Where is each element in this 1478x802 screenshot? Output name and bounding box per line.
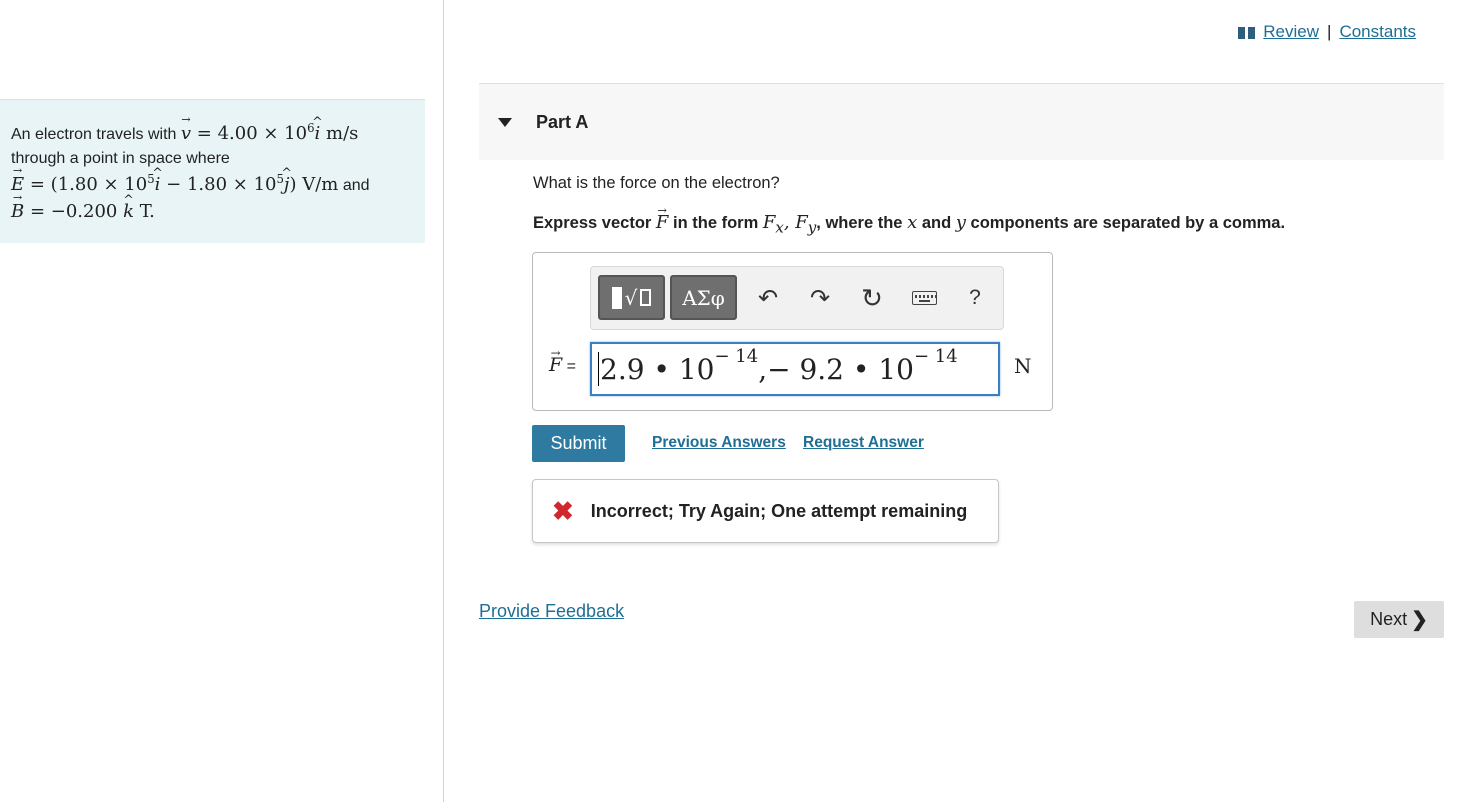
undo-icon[interactable]: ↶: [757, 284, 779, 312]
chevron-right-icon: ❯: [1411, 609, 1428, 631]
answer-unit: N: [1014, 354, 1032, 378]
problem-statement: [0, 99, 425, 243]
problem-line-2: through a point in space where: [11, 150, 230, 167]
previous-answers-link[interactable]: Previous Answers: [652, 434, 786, 451]
next-label: Next: [1370, 609, 1408, 629]
part-header: [479, 84, 1444, 160]
top-links: [1238, 22, 1416, 42]
template-block-icon: [612, 287, 622, 309]
request-answer-link[interactable]: Request Answer: [803, 434, 924, 451]
problem-line-1: An electron travels with → $v = 4.00 \times 10^6\^{}$ i m/s: [11, 120, 414, 147]
problem-line-3: → $E = (1.80 \times 10^5\^{}$ $i - 1.80 \times 10^5\^{}$ j) V/m and: [11, 171, 414, 198]
b-symbol: → B: [11, 198, 24, 225]
greek-symbols-button[interactable]: ΑΣφ: [670, 275, 737, 320]
root-icon: √: [624, 285, 638, 310]
column-divider: [443, 0, 444, 802]
problem-line-4: → B = −0.200 ^ k T.: [11, 198, 414, 225]
constants-link[interactable]: Constants: [1339, 22, 1416, 41]
collapse-caret-icon[interactable]: [498, 118, 512, 127]
provide-feedback-link[interactable]: Provide Feedback: [479, 601, 625, 621]
v-symbol: → v: [181, 120, 191, 147]
templates-button[interactable]: [598, 275, 665, 320]
part-title: Part A: [536, 111, 589, 132]
link-separator: |: [1327, 22, 1332, 41]
math-toolbar: [590, 266, 1004, 330]
book-icon: [1238, 27, 1255, 39]
keyboard-icon[interactable]: [907, 281, 941, 315]
error-x-icon: ✖: [552, 496, 574, 526]
question-text: What is the force on the electron?: [533, 174, 780, 192]
help-icon[interactable]: ?: [969, 286, 981, 309]
reset-icon[interactable]: ↻: [861, 282, 883, 313]
feedback-message-box: [532, 479, 999, 543]
template-box-icon: [640, 289, 651, 306]
answer-label: → F =: [549, 354, 576, 376]
redo-icon[interactable]: ↷: [809, 284, 831, 312]
submit-button[interactable]: Submit: [532, 425, 625, 462]
answer-box: [532, 252, 1053, 411]
feedback-text: Incorrect; Try Again; One attempt remaining: [590, 500, 968, 521]
e-symbol: → E: [11, 171, 24, 198]
review-link[interactable]: Review: [1263, 22, 1320, 41]
instruction-text: Express vector → F in the form $F_x$, $F_y$, where the x and y components are separated by a comma.: [533, 212, 1285, 237]
answer-input[interactable]: 2.9 • 10 − 14 , − 9.2 • 10 − 14: [590, 342, 1000, 396]
text-cursor: [598, 352, 599, 386]
next-button[interactable]: [1354, 601, 1444, 638]
